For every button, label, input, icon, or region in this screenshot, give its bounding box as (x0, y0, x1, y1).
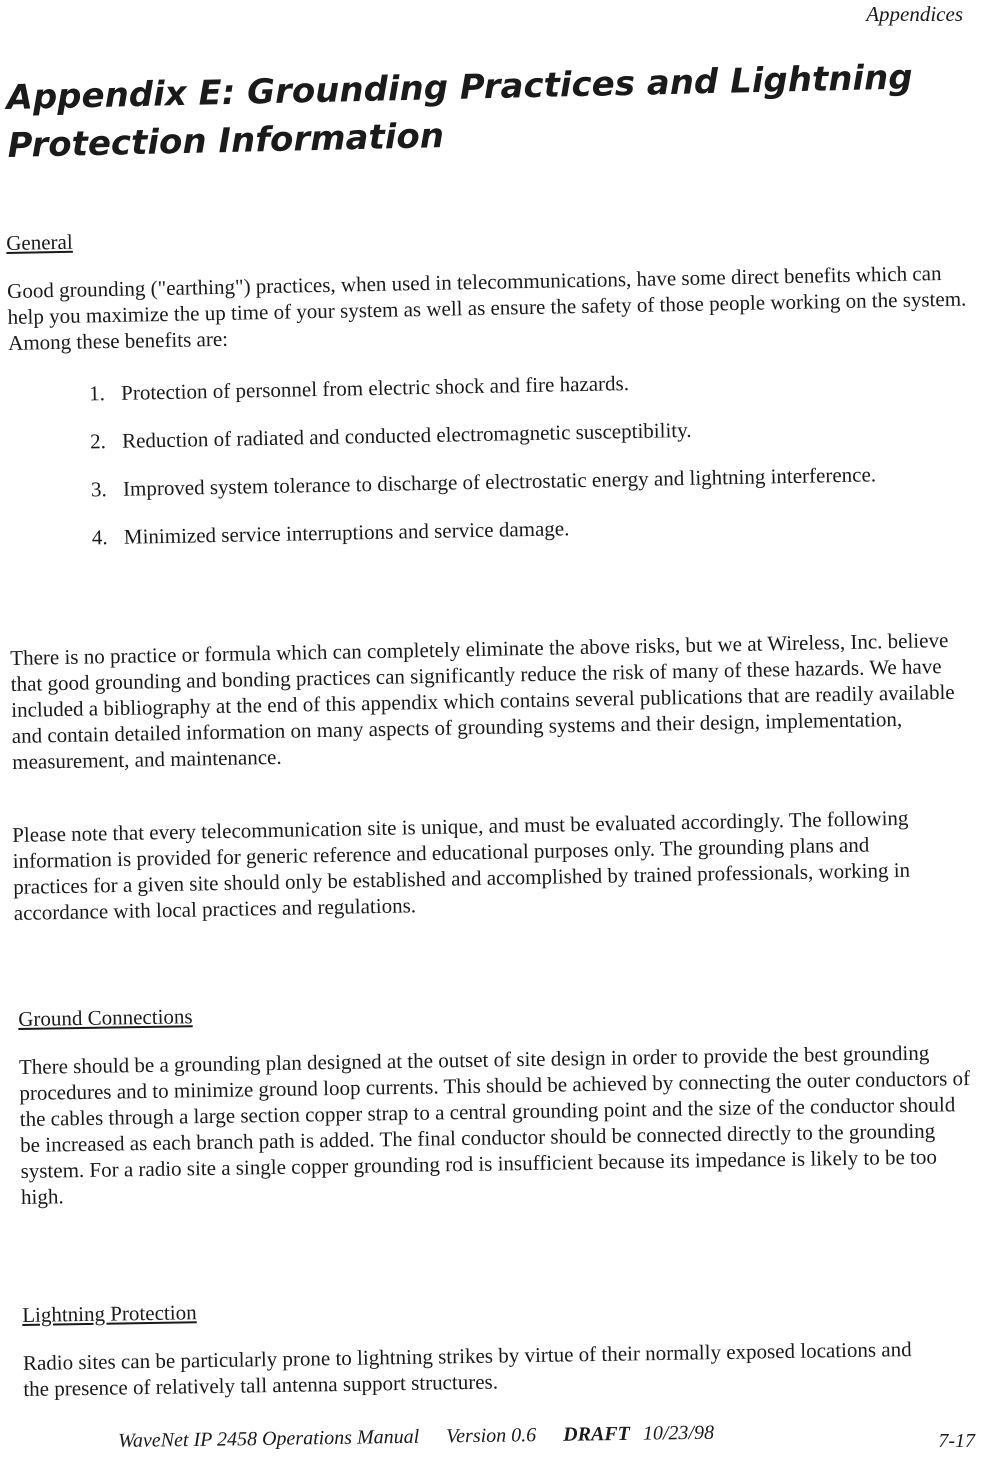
list-item (90, 413, 890, 454)
footer-date: 10/23/98 (642, 1421, 715, 1445)
list-item-text: Improved system tolerance to discharge of electrostatic energy and lightning interference. (122, 462, 877, 501)
list-item (92, 509, 892, 550)
running-head: Appendices (866, 2, 963, 26)
list-item-number: 4. (91, 525, 108, 550)
section-general-para1 (10, 627, 967, 775)
list-item-text: Protection of personnel from electric shock and fire hazards. (120, 371, 630, 405)
section-general-para2 (12, 804, 949, 926)
footer-manual-title: WaveNet IP 2458 Operations Manual (118, 1425, 420, 1452)
page-title: Appendix E: Grounding Practices and Lightning Protection Information (6, 57, 914, 166)
section-ground-connections (18, 991, 976, 1210)
general-intro-paragraph: Good grounding ("earthing") practices, when used in telecommunications, have some direct benefits which can help you maximize the up time of your system as well as ensure the safety of those people working on the system. Among these benefits are: (6, 261, 967, 355)
section-heading-ground-connections: Ground Connections (18, 1004, 193, 1031)
list-item-number: 1. (88, 381, 106, 406)
page-number: 7-17 (938, 1430, 975, 1452)
list-item-text: Reduction of radiated and conducted electromagnetic susceptibility. (121, 417, 692, 453)
risk-paragraph: There is no practice or formula which can completely eliminate the above risks, but we at Wireless, Inc. believe that good grounding and bonding practices can significantly reduce the risk of many of these hazards. We have included a bibliography at the end of this appendix which contains several publications that are readily available and contain detailed information on many aspects of grounding systems and their design, implementation, measurement, and maintenance. (10, 627, 955, 774)
lightning-protection-paragraph: Radio sites can be particularly prone to lightning strikes by virtue of their normally exposed locations and the presence of relatively tall antenna support structures. (22, 1337, 912, 1401)
ground-connections-paragraph: There should be a grounding plan designed at the outset of site design in order to provide the best grounding procedures and to minimize ground loop currents. This should be achieved by connecting the outer conductors of the cables through a large section copper strap to a central grounding point and the size of the conductor should be increased as each branch path is added. The final conductor should be connected directly to the grounding system. For a radio site a single copper grounding rod is insufficient because its impedance is likely to be too high. (18, 1040, 971, 1209)
list-item (91, 461, 891, 502)
page-footer (118, 1421, 736, 1453)
list-item-number: 3. (90, 477, 107, 502)
footer-draft-label: DRAFT (563, 1422, 631, 1446)
list-item-text: Minimized service interruptions and service damage. (123, 516, 570, 549)
list-item-number: 2. (89, 429, 107, 454)
footer-version: Version 0.6 (446, 1424, 537, 1448)
benefits-list (89, 365, 892, 550)
list-item (89, 365, 889, 406)
disclaimer-paragraph: Please note that every telecommunication site is unique, and must be evaluated accordingly. The following information is provided for generic reference and educational purposes only. The grounding plans and practices for a given site should only be established and accomplished by trained professionals, working in accordance with local practices and regulations. (12, 805, 911, 925)
section-lightning-protection (22, 1288, 923, 1402)
section-heading-lightning-protection: Lightning Protection (22, 1300, 197, 1327)
section-heading-general: General (6, 229, 73, 255)
section-general (6, 212, 972, 574)
